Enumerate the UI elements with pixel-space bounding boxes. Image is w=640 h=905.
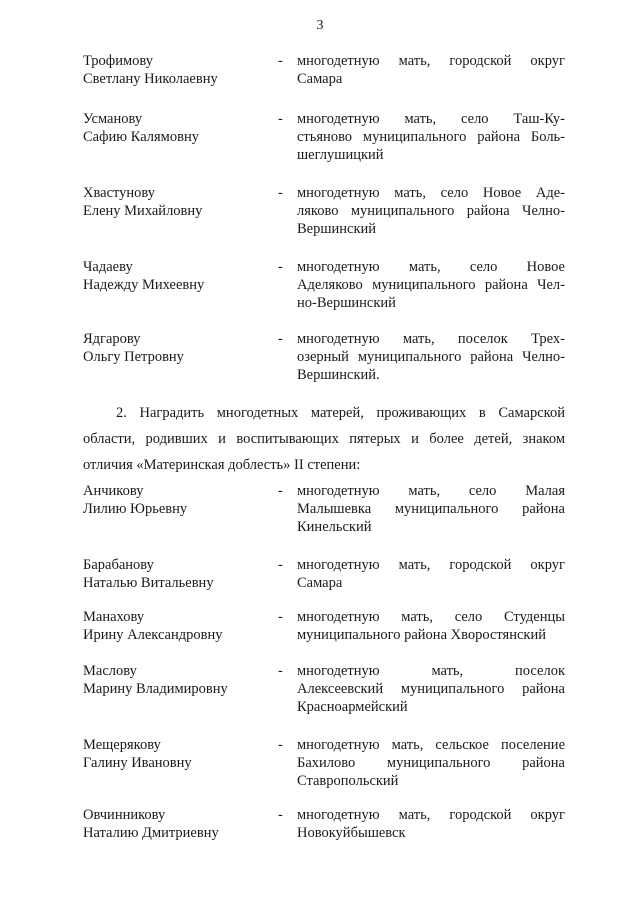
dash: - [278, 807, 283, 823]
name-line: Анчикову [83, 483, 144, 499]
name-line: Усманову [83, 111, 143, 127]
name-line: Трофимову [83, 53, 153, 69]
desc-line: Ставропольский [297, 773, 399, 789]
recipient-description [297, 556, 565, 592]
desc-line: шеглушицкий [297, 147, 384, 163]
dash: - [278, 737, 283, 753]
desc-line: Красноармейский [297, 699, 408, 715]
desc-line: Новокуйбышевск [297, 825, 406, 841]
desc-line: ляково муниципального района Челно- [297, 203, 565, 219]
paragraph-line: отличия «Материнская доблесть» II степени: [83, 457, 361, 473]
dash: - [278, 663, 283, 679]
recipient-name [83, 52, 273, 88]
recipient-name [83, 482, 273, 518]
name-line: Светлану Николаевну [83, 71, 218, 87]
desc-line: многодетную мать, поселок Трех- [297, 331, 565, 347]
name-line: Ирину Александровну [83, 627, 223, 643]
recipient-description [297, 806, 565, 842]
recipient-description [297, 184, 565, 238]
dash: - [278, 259, 283, 275]
desc-line: Вершинский [297, 221, 377, 237]
desc-line: многодетную мать, село Новое Аде- [297, 185, 565, 201]
recipient-name [83, 736, 273, 772]
desc-line: озерный муниципального района Челно- [297, 349, 565, 365]
paragraph-line: области, родивших и воспитывающих пятерых и более детей, знаком [83, 431, 565, 447]
name-line: Надежду Михеевну [83, 277, 205, 293]
page-number: 3 [316, 18, 324, 33]
recipient-description [297, 482, 565, 536]
name-line: Наталию Дмитриевну [83, 825, 219, 841]
paragraph-line: 2. Наградить многодетных матерей, проживающих в Самарской [116, 405, 565, 421]
recipient-name [83, 556, 273, 592]
name-line: Сафию Калямовну [83, 129, 199, 145]
name-line: Галину Ивановну [83, 755, 192, 771]
desc-line: стьяново муниципального района Боль- [297, 129, 565, 145]
desc-line: многодетную мать, городской округ [297, 53, 565, 69]
name-line: Ольгу Петровну [83, 349, 184, 365]
name-line: Наталью Витальевну [83, 575, 214, 591]
name-line: Лилию Юрьевну [83, 501, 188, 517]
name-line: Барабанову [83, 557, 154, 573]
name-line: Чадаеву [83, 259, 133, 275]
name-line: Маслову [83, 663, 137, 679]
recipient-description [297, 330, 565, 384]
desc-line: Кинельский [297, 519, 372, 535]
desc-line: Самара [297, 71, 343, 87]
dash: - [278, 331, 283, 347]
desc-line: Бахилово муниципального района [297, 755, 565, 771]
desc-line: многодетную мать, село Таш-Ку- [297, 111, 565, 127]
desc-line: но-Вершинский [297, 295, 396, 311]
name-line: Елену Михайловну [83, 203, 203, 219]
recipient-description [297, 110, 565, 164]
desc-line: Самара [297, 575, 343, 591]
award-paragraph [83, 400, 565, 478]
dash: - [278, 111, 283, 127]
dash: - [278, 185, 283, 201]
desc-line: многодетную мать, городской округ [297, 807, 565, 823]
recipient-description [297, 662, 565, 716]
desc-line: многодетную мать, село Новое [297, 259, 565, 275]
recipient-description [297, 52, 565, 88]
desc-line: многодетную мать, поселок [297, 663, 565, 679]
recipient-name [83, 806, 273, 842]
recipient-name [83, 258, 273, 294]
name-line: Манахову [83, 609, 145, 625]
desc-line: Аделяково муниципального района Чел- [297, 277, 565, 293]
recipient-description [297, 608, 565, 644]
name-line: Марину Владимировну [83, 681, 228, 697]
desc-line: многодетную мать, сельское поселение [297, 737, 565, 753]
desc-line: Алексеевский муниципального района [297, 681, 565, 697]
name-line: Ядгарову [83, 331, 141, 347]
desc-line: Вершинский. [297, 367, 380, 383]
recipient-name [83, 110, 273, 146]
dash: - [278, 557, 283, 573]
desc-line: муниципального района Хворостянский [297, 627, 546, 643]
desc-line: Малышевка муниципального района [297, 501, 565, 517]
recipient-name [83, 662, 273, 698]
name-line: Овчинникову [83, 807, 166, 823]
desc-line: многодетную мать, городской округ [297, 557, 565, 573]
dash: - [278, 609, 283, 625]
name-line: Хвастунову [83, 185, 156, 201]
recipient-name [83, 608, 273, 644]
name-line: Мещерякову [83, 737, 161, 753]
desc-line: многодетную мать, село Малая [297, 483, 565, 499]
recipient-description [297, 258, 565, 312]
recipient-description [297, 736, 565, 790]
dash: - [278, 483, 283, 499]
dash: - [278, 53, 283, 69]
desc-line: многодетную мать, село Студенцы [297, 609, 565, 625]
recipient-name [83, 184, 273, 220]
recipient-name [83, 330, 273, 366]
